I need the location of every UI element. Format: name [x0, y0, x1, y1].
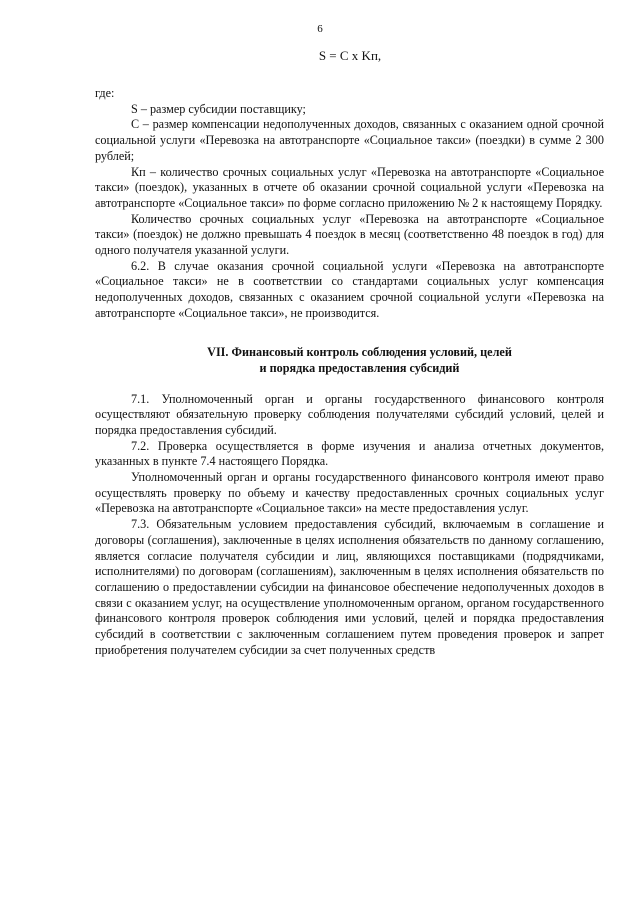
document-body: [95, 86, 604, 659]
section-heading-line-1: VII. Финансовый контроль соблюдения условий, целей: [207, 344, 512, 359]
paragraph-7-1: 7.1. Уполномоченный орган и органы государственного финансового контроля осуществляют обязательную проверку соблюдения получателями субсидий условий, целей и порядка предоставления субсидий.: [95, 391, 604, 437]
subsidy-formula: S = C x Kп,: [318, 48, 382, 63]
page-number: 6: [317, 23, 323, 35]
paragraph-7-2-onsite: Уполномоченный орган и органы государственного финансового контроля имеют право осуществлять проверку по объему и качеству предоставленных срочных социальных услуг «Перевозка на автотранспорте «Социальное такси» на месте предоставления услуг.: [95, 470, 604, 516]
definition-c: С – размер компенсации недополученных доходов, связанных с оказанием одной срочной социальной услуги «Перевозка на автотранспорте «Социальное такси» (поездки) в сумме 2 300 рублей;: [95, 117, 604, 163]
definition-kp: Кп – количество срочных социальных услуг «Перевозка на автотранспорте «Социальное такси» (поездок), указанных в отчете об оказании срочной социальной услуги «Перевозка на автотранспорте «Социальное такси» по форме согласно приложению № 2 к настоящему Порядку.: [95, 164, 604, 210]
where-label: где:: [95, 86, 115, 100]
paragraph-7-3: 7.3. Обязательным условием предоставления субсидий, включаемым в соглашение и договоры (соглашения), заключенные в целях исполнения обязательств по данному соглашению, является согласие получателя субсидии и лиц, являющихся поставщиками (подрядчиками, исполнителями) по договорам (соглашениям), заключенным в целях исполнения обязательств по соглашению о предоставлении субсидии на финансовое обеспечение недополученных доходов в связи с оказанием услуг, на осуществление уполномоченным органом, органом государственного финансового контроля проверок соблюдения ими условий, целей и порядка предоставления субсидий в соответствии с заключенным соглашением путем проведения проверок и запрет приобретения получателем субсидии за счет полученных средств: [95, 517, 604, 657]
paragraph-7-2: 7.2. Проверка осуществляется в форме изучения и анализа отчетных документов, указанных в пункте 7.4 настоящего Порядка.: [95, 438, 604, 469]
section-heading-line-2: и порядка предоставления субсидий: [259, 360, 460, 375]
paragraph-6-2: 6.2. В случае оказания срочной социальной услуги «Перевозка на автотранспорте «Социальное такси» не в соответствии со стандартами социальных услуг компенсация недополученных доходов, связанных с оказанием срочной социальной услуги «Перевозка на автотранспорте «Социальное такси», не производится.: [95, 258, 604, 320]
limit-paragraph: Количество срочных социальных услуг «Перевозка на автотранспорте «Социальное такси» (поездок) не должно превышать 4 поездок в месяц (соответственно 48 поездок в год) для одного получателя указанной услуги.: [95, 211, 604, 258]
section-heading: [95, 344, 604, 376]
definition-s: S – размер субсидии поставщику;: [131, 101, 306, 116]
